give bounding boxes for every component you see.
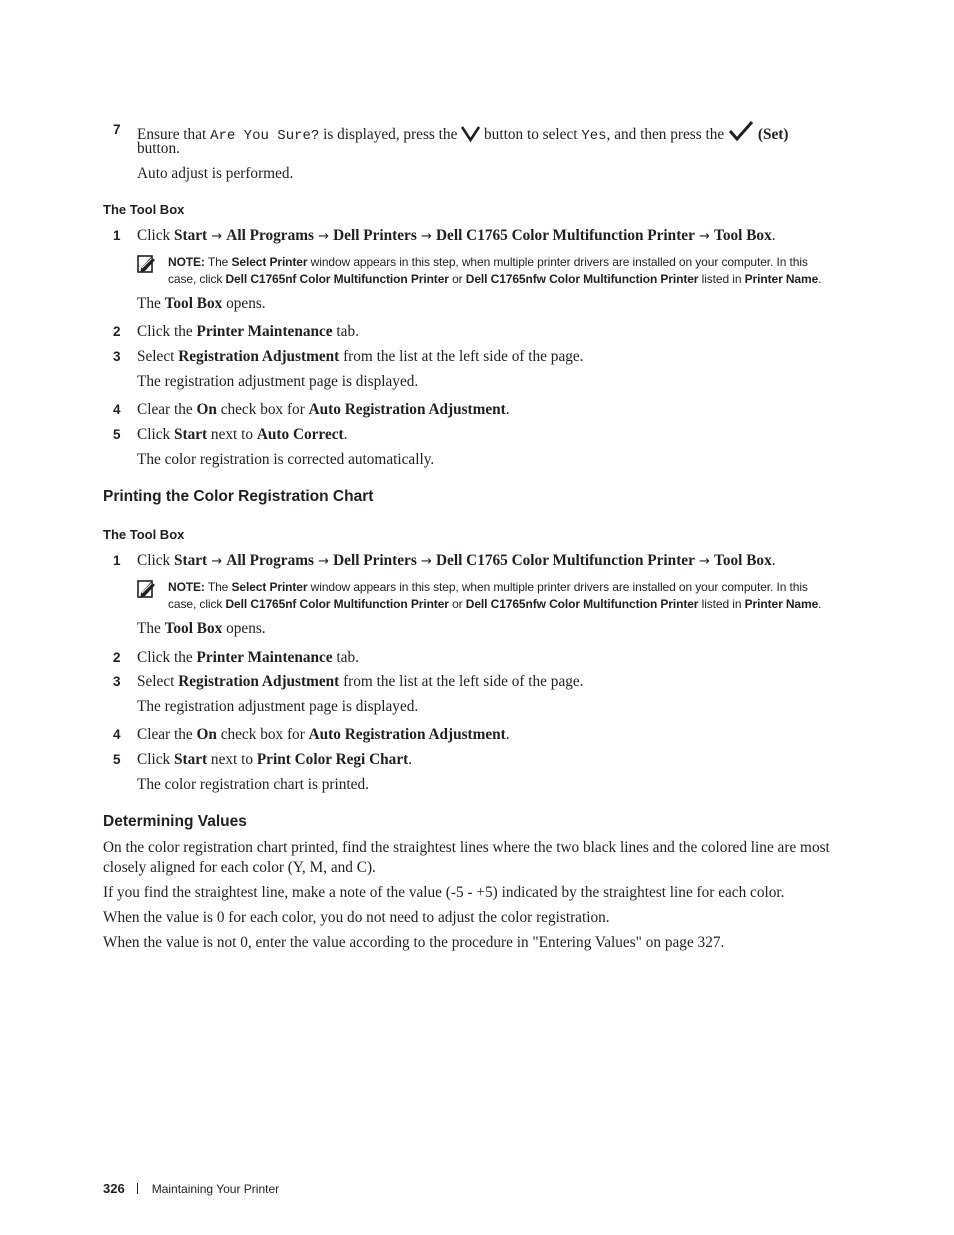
note-select-printer [137,254,852,290]
step-text: Click Start next to Auto Correct. [137,426,348,443]
step-text: Ensure that Are You Sure? is displayed, press the button to select Yes, and then press the (Set) [137,120,827,147]
step-number: 2 [113,324,121,339]
s1-step-5-result: The color registration is corrected automatically. [137,451,435,468]
note-select-printer [137,579,852,615]
step-number: 1 [113,228,121,243]
step-text: Click the Printer Maintenance tab. [137,323,359,340]
step-number: 3 [113,674,121,689]
set-button-label: (Set) [757,126,789,143]
s2-step-3-result: The registration adjustment page is displayed. [137,698,419,715]
step-7-result: Auto adjust is performed. [137,165,294,182]
step-text: Select Registration Adjustment from the list at the left side of the page. [137,673,584,690]
checkmark-icon [728,120,754,147]
step-number: 3 [113,349,121,364]
note-label: NOTE: [168,255,205,269]
subheading-tool-box: The Tool Box [103,202,185,217]
note-pencil-icon [137,254,157,274]
step-text: Clear the On check box for Auto Registration Adjustment. [137,726,510,743]
step-number: 5 [113,427,121,442]
paragraph: If you find the straightest line, make a note of the value (-5 - +5) indicated by the straightest line for each color. [103,884,785,901]
s1-step-3-result: The registration adjustment page is displayed. [137,373,419,390]
step-number: 4 [113,727,121,742]
step-text: Click the Printer Maintenance tab. [137,649,359,666]
step-text: Click Start → All Programs → Dell Printers → Dell C1765 Color Multifunction Printer → Tool Box. [137,552,776,569]
step-text: Click Start → All Programs → Dell Printers → Dell C1765 Color Multifunction Printer → Tool Box. [137,227,776,244]
step-text: Select Registration Adjustment from the list at the left side of the page. [137,348,584,365]
chapter-title: Maintaining Your Printer [151,1182,280,1196]
s2-tool-box-opens: The Tool Box opens. [137,620,266,637]
step-7-continuation: button. [137,140,180,157]
subheading-tool-box: The Tool Box [103,527,185,542]
heading-printing-chart: Printing the Color Registration Chart [103,488,374,505]
note-pencil-icon [137,579,157,599]
paragraph: On the color registration chart printed, find the straightest lines where the two black lines and the colored line are most closely aligned for each color (Y, M, and C). [103,839,830,876]
step-number: 4 [113,402,121,417]
note-text: NOTE: The Select Printer window appears in this step, when multiple printer drivers are installed on your computer. In this case, click Dell C1765nf Color Multifunction Printer or Dell C1765nfw Color Multifunction Printer listed in Printer Name. [168,255,822,286]
step-number: 1 [113,553,121,568]
footer-divider [137,1183,138,1194]
note-text: NOTE: The Select Printer window appears in this step, when multiple printer drivers are installed on your computer. In this case, click Dell C1765nf Color Multifunction Printer or Dell C1765nfw Color Multifunction Printer listed in Printer Name. [168,580,822,611]
heading-determining-values: Determining Values [103,813,247,830]
step-number: 5 [113,752,121,767]
paragraph: When the value is 0 for each color, you do not need to adjust the color registration. [103,909,610,926]
step-number: 2 [113,650,121,665]
lcd-message: Are You Sure? [210,128,320,144]
note-label: NOTE: [168,580,205,594]
lcd-option: Yes [581,128,607,144]
down-arrow-icon [461,126,480,147]
step-text: Clear the On check box for Auto Registration Adjustment. [137,401,510,418]
page-number: 326 [103,1181,125,1196]
s1-tool-box-opens: The Tool Box opens. [137,295,266,312]
step-number: 7 [113,122,121,137]
step-text: Click Start next to Print Color Regi Chart. [137,751,413,768]
s2-step-5-result: The color registration chart is printed. [137,776,369,793]
page-footer [103,1181,279,1197]
paragraph: When the value is not 0, enter the value according to the procedure in "Entering Values" on page 327. [103,934,725,951]
